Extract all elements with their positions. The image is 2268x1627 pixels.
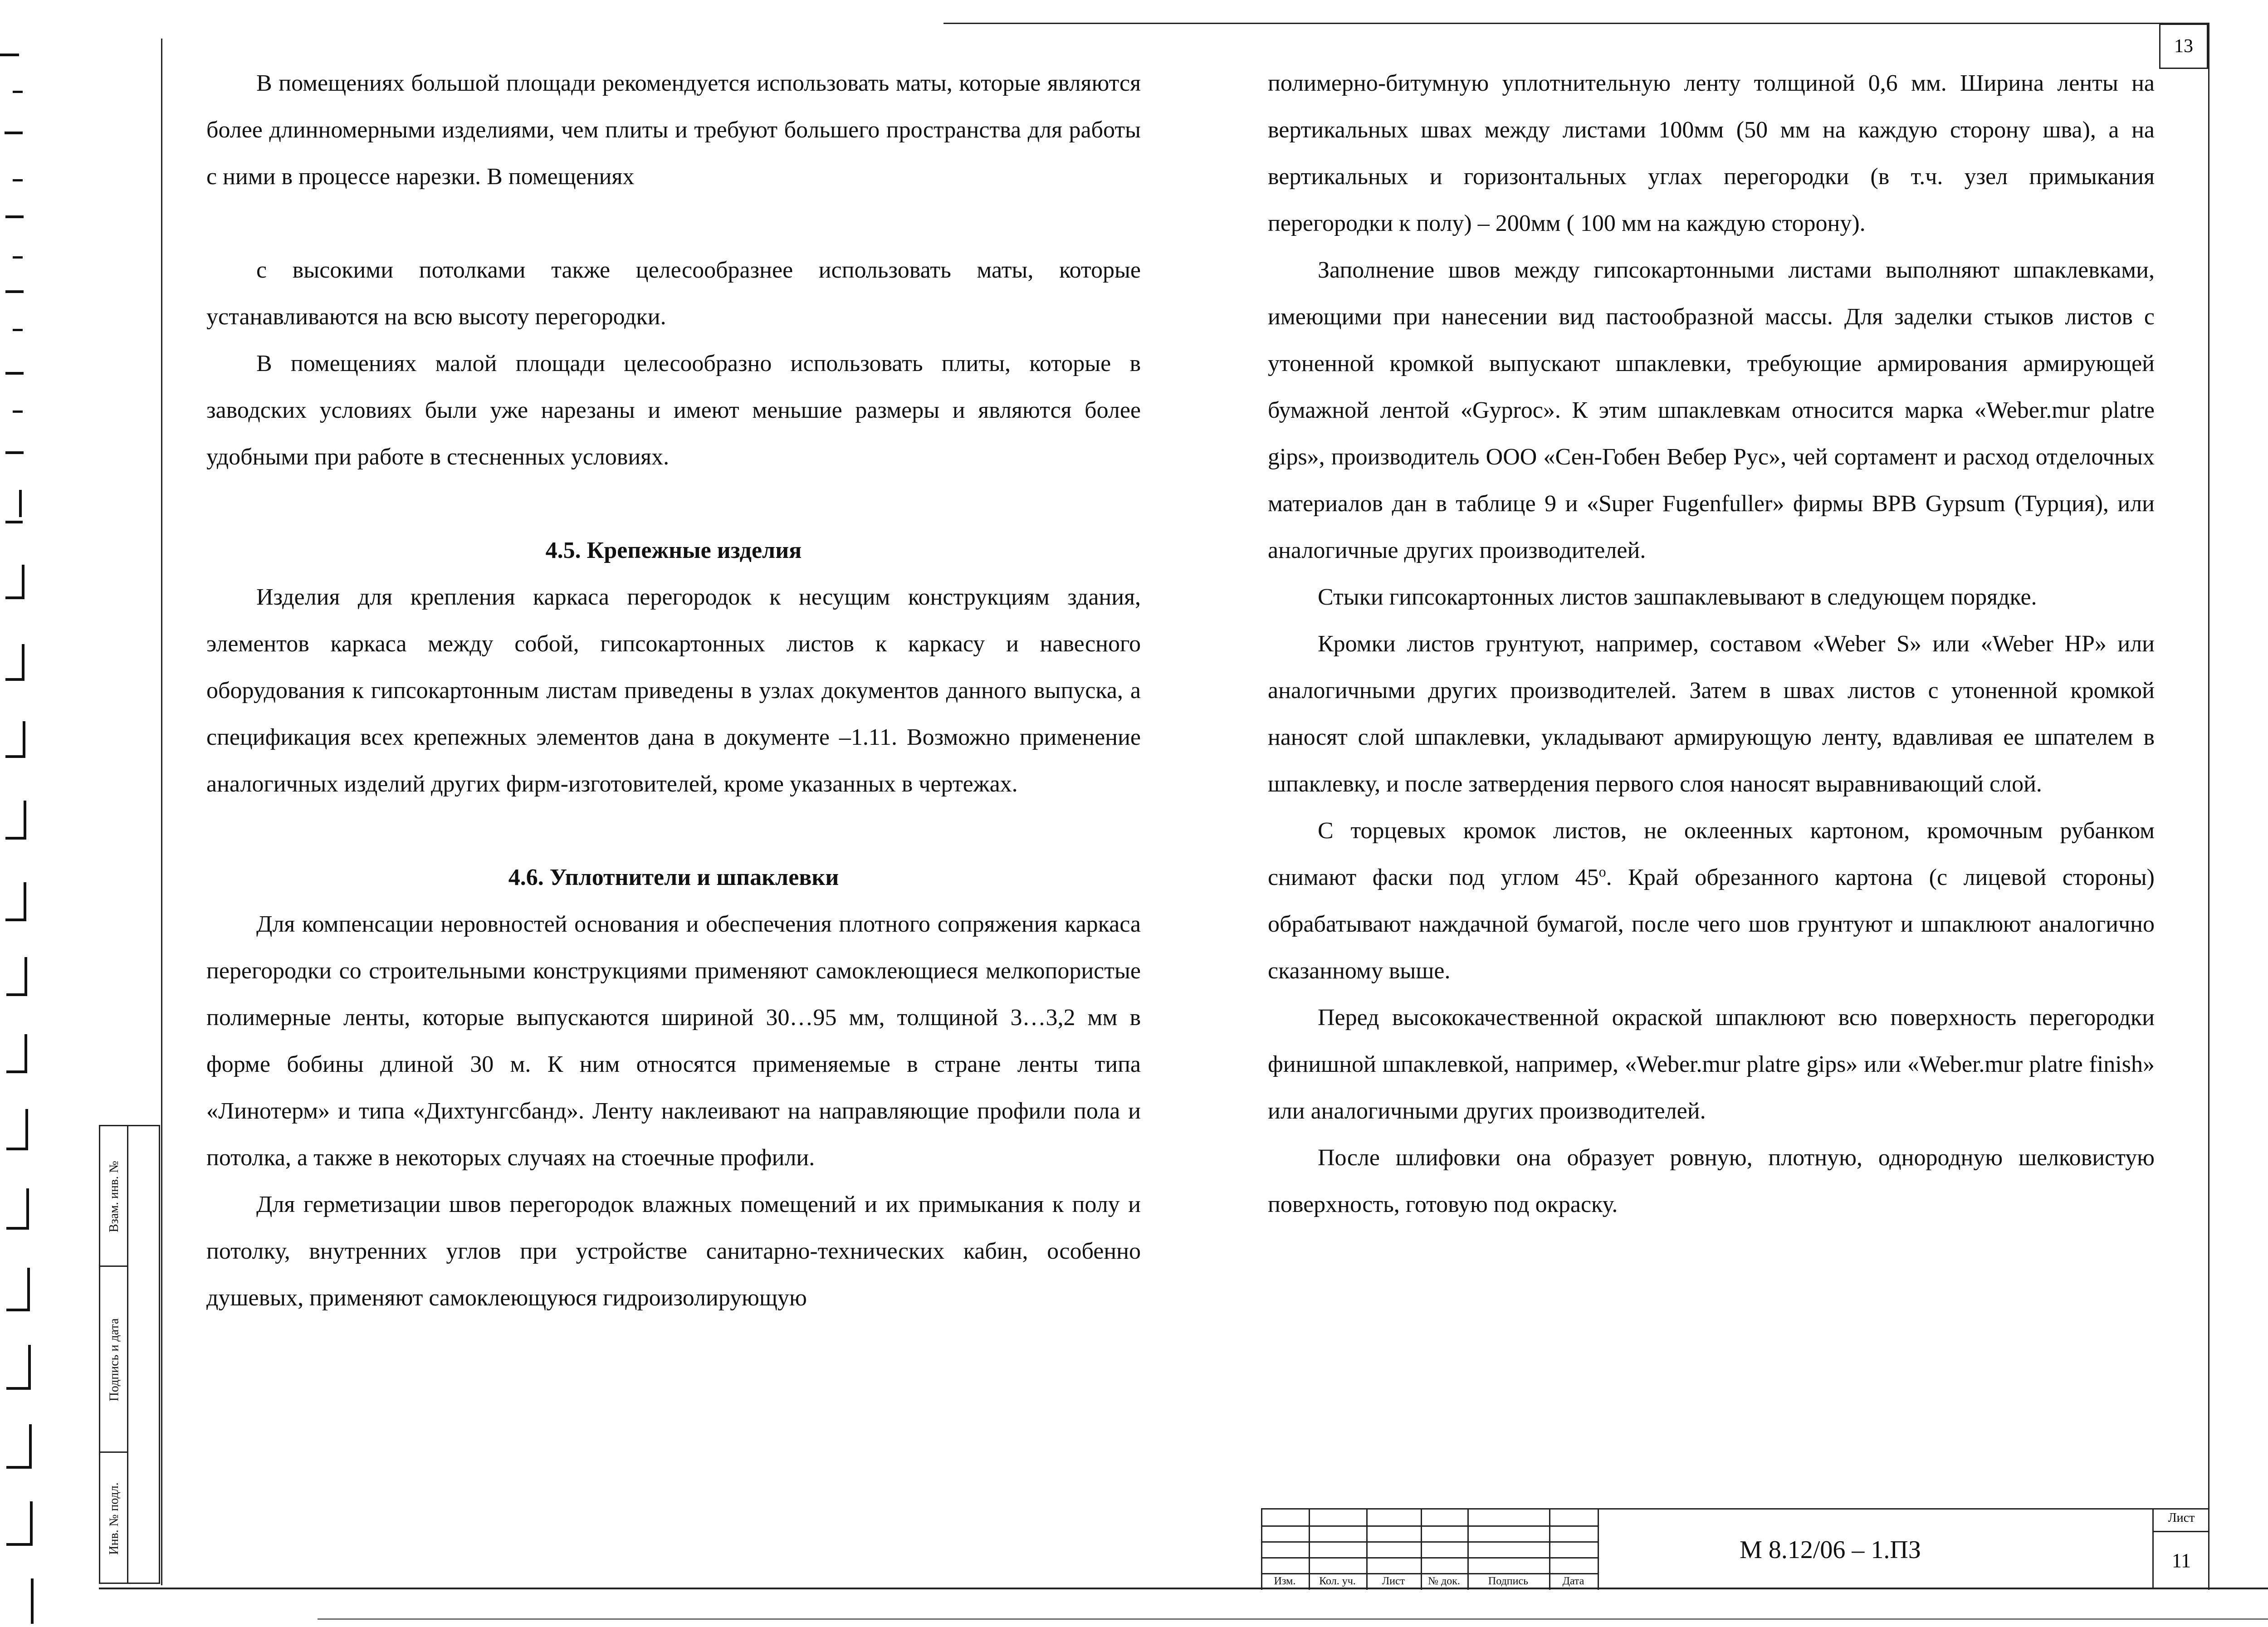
header-kol-uch: Кол. уч.	[1319, 1575, 1356, 1587]
document-code: М 8.12/06 – 1.ПЗ	[1740, 1535, 1921, 1564]
frame-right-line	[2208, 23, 2209, 1590]
paragraph	[1268, 807, 2155, 994]
header-data: Дата	[1562, 1575, 1584, 1587]
title-block	[1261, 1508, 2209, 1588]
frame-left-line	[161, 39, 162, 1585]
paragraph: Заполнение швов между гипсокартонными листами выполняют шпаклевками, имеющими при нанесении вид пастообразной массы. Для заделки стыков листов с утоненной кромкой выпускают шпаклевки, требующие армирования армирующей бумажной лентой «Gyproc». К этим шпаклевкам относится марка «Weber.mur platre gips», производитель ООО «Сен-Гобен Вебер Рус», чей сортамент и расход отделочных материалов дан в таблице 9 и «Super Fugenfuller» фирмы BPB Gypsum (Турция), или аналогичные других производителей.	[1268, 257, 2155, 563]
left-column	[206, 60, 1141, 1321]
paragraph-text: С торцевых кромок листов, не оклеенных картоном, кромочным рубанком снимают фаски под углом 45	[1268, 818, 2155, 890]
paragraph: Кромки листов грунтуют, например, составом «Weber S» или «Weber HP» или аналогичными других производителей. Затем в швах листов с утоненной кромкой наносят слой шпаклевки, укладывают армирующую ленту, вдавливая ее шпателем в шпаклевку, и после затвердения первого слоя наносят выравнивающий слой.	[1268, 631, 2155, 797]
paragraph: полимерно-битумную уплотнительную ленту толщиной 0,6 мм. Ширина ленты на вертикальных швах между листами 100мм (50 мм на каждую сторону шва), а на вертикальных и горизонтальных углах перегородки (в т.ч. узел примыкания перегородки к полу) – 200мм ( 100 мм на каждую сторону).	[1268, 70, 2155, 236]
header-list: Лист	[1382, 1575, 1405, 1587]
stamp-label-vzam: Взам. инв. №	[107, 1161, 122, 1232]
frame-top-line	[943, 23, 2209, 24]
side-stamp	[99, 1125, 160, 1584]
paragraph: В помещениях малой площади целесообразно использовать плиты, которые в заводских условиях были уже нарезаны и имеют меньшие размеры и являются более удобными при работе в стесненных условиях.	[206, 351, 1141, 470]
header-izm: Изм.	[1274, 1575, 1296, 1587]
sheet-divider	[2154, 1531, 2209, 1532]
paragraph-text: . Край обрезанного картона (с лицевой стороны) обрабатывают наждачной бумагой, после чего шов грунтуют и шпаклюют аналогично сказанному выше.	[1268, 865, 2155, 984]
sheet-number: 11	[2171, 1549, 2191, 1572]
frame-bottom-shadow	[318, 1618, 2268, 1620]
degree-sign: o	[1598, 863, 1606, 880]
section-heading-4-5: 4.5. Крепежные изделия	[545, 537, 802, 563]
paragraph: с высокими потолками также целесообразнее использовать маты, которые устанавливаются на всю высоту перегородки.	[206, 257, 1141, 330]
paragraph: После шлифовки она образует ровную, плотную, однородную шелковистую поверхность, готовую под окраску.	[1268, 1145, 2155, 1217]
sheet-number-box	[2152, 1508, 2209, 1588]
paragraph: Для герметизации швов перегородок влажных помещений и их примыкания к полу и потолку, внутренних углов при устройстве санитарно-технических кабин, особенно душевых, применяют самоклеющуюся гидроизолирующую	[206, 1192, 1141, 1311]
paragraph: Для компенсации неровностей основания и обеспечения плотного сопряжения каркаса перегородки со строительными конструкциями применяют самоклеющиеся мелкопористые полимерные ленты, которые выпускаются шириной 30…95 мм, толщиной 3…3,2 мм в форме бобины длиной 30 м. К ним относятся применяемые в стране ленты типа «Линотерм» и типа «Дихтунгсбанд». Ленту наклеивают на направляющие профили пола и потолка, а также в некоторых случаях на стоечные профили.	[206, 911, 1141, 1171]
paragraph: Изделия для крепления каркаса перегородок к несущим конструкциям здания, элементов каркаса между собой, гипсокартонных листов к каркасу и навесного оборудования к гипсокартонным листам приведены в узлах документов данного выпуска, а спецификация всех крепежных элементов дана в документе –1.11. Возможно применение аналогичных изделий других фирм-изготовителей, кроме указанных в чертежах.	[206, 584, 1141, 797]
stamp-label-inv: Инв. № подл.	[107, 1482, 122, 1555]
right-column	[1268, 60, 2155, 1228]
header-doc-no: № док.	[1428, 1575, 1460, 1587]
stamp-label-podpis: Подпись и дата	[107, 1318, 122, 1402]
header-podpis: Подпись	[1488, 1575, 1529, 1587]
section-heading-4-6: 4.6. Уплотнители и шпаклевки	[508, 865, 839, 890]
paragraph: Стыки гипсокартонных листов зашпаклевывают в следующем порядке.	[1318, 584, 2037, 610]
paragraph: Перед высококачественной окраской шпаклюют всю поверхность перегородки финишной шпаклевкой, например, «Weber.mur platre gips» или «Weber.mur platre finish» или аналогичными других производителей.	[1268, 1005, 2155, 1124]
page-number-top: 13	[2159, 24, 2208, 69]
revision-table	[1261, 1510, 1599, 1590]
paragraph: В помещениях большой площади рекомендуется использовать маты, которые являются более длинномерными изделиями, чем плиты и требуют большего пространства для работы с ними в процессе нарезки. В помещениях	[206, 70, 1141, 190]
sheet-label: Лист	[2168, 1511, 2195, 1525]
